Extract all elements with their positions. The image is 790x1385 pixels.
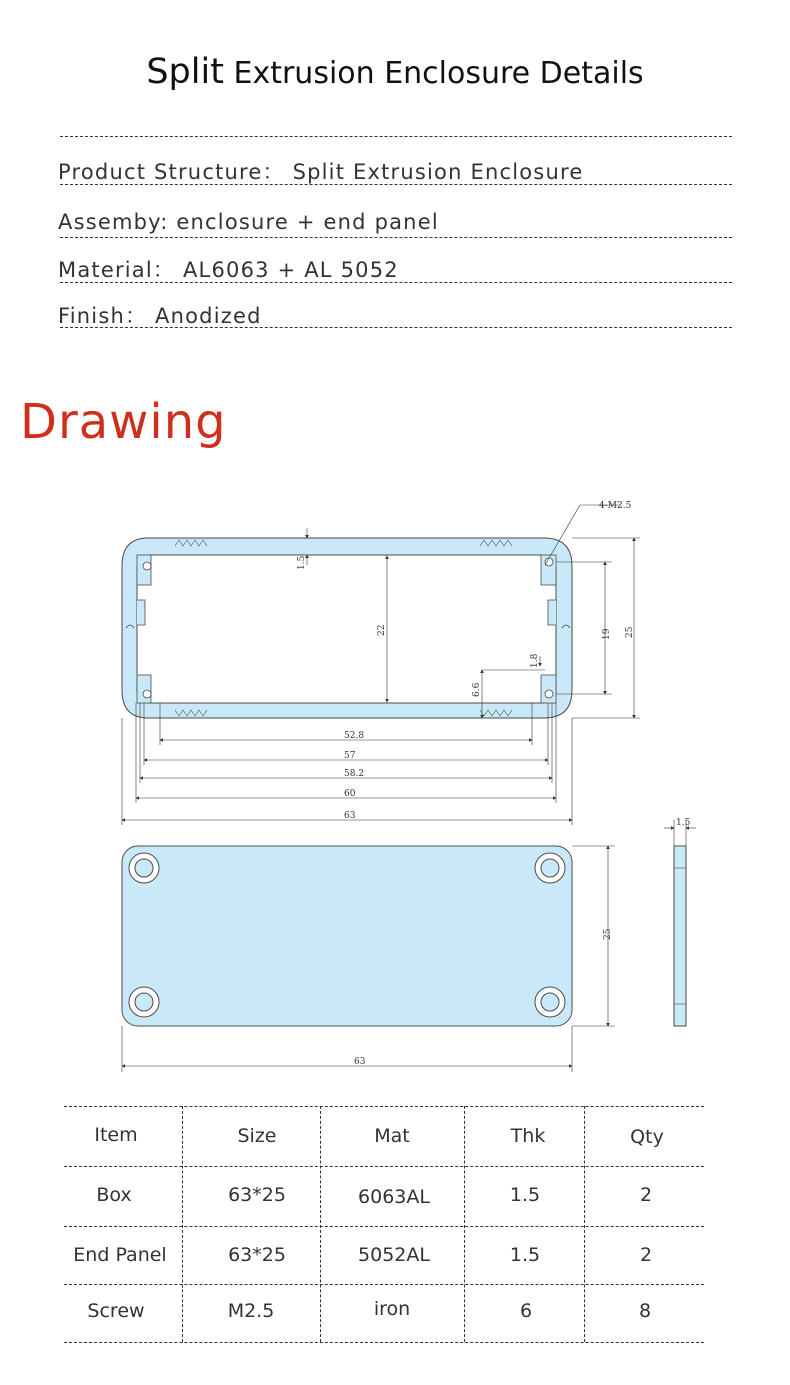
spec-assembly: Assemby: enclosure + end panel	[58, 210, 439, 234]
table-header: Qty	[630, 1126, 664, 1148]
dim-inner-height: 22	[377, 624, 387, 636]
table-cell: 6	[519, 1300, 533, 1322]
dim-52-8: 52.8	[344, 731, 365, 741]
technical-drawing	[0, 480, 790, 1080]
dim-63: 63	[344, 811, 356, 821]
dim-60: 60	[344, 789, 356, 799]
table-cell: M2.5	[227, 1300, 275, 1322]
panel-side-view	[674, 846, 686, 1026]
table-header: Item	[94, 1124, 138, 1146]
table-border	[64, 1342, 704, 1343]
end-panel	[122, 846, 572, 1026]
table-cell: 1.5	[509, 1244, 541, 1266]
table-cell: Screw	[87, 1300, 145, 1322]
spec-divider	[60, 136, 732, 137]
dim-panel-height: 25	[603, 928, 613, 940]
table-cell: 2	[639, 1184, 653, 1206]
section-title-drawing: Drawing	[20, 394, 227, 450]
table-border	[64, 1106, 704, 1107]
spec-divider	[60, 184, 732, 185]
dim-58-2: 58.2	[344, 769, 365, 779]
spec-structure: Product Structure： Split Extrusion Enclosure	[58, 160, 584, 184]
dim-6-6: 6.6	[472, 682, 482, 697]
dim-25: 25	[625, 626, 635, 638]
spec-divider	[60, 327, 732, 328]
dim-1-8: 1.8	[530, 653, 540, 668]
table-header: Size	[237, 1125, 277, 1147]
enclosure-profile	[122, 538, 572, 718]
table-cell: 5052AL	[358, 1244, 430, 1266]
page-title	[0, 52, 790, 92]
title-word-split: Split	[146, 52, 224, 92]
table-header: Thk	[510, 1125, 546, 1147]
spec-divider	[60, 282, 732, 283]
table-cell: iron	[373, 1298, 411, 1320]
spec-divider	[60, 237, 732, 238]
table-header: Mat	[374, 1125, 410, 1147]
dim-top-thickness: 1.5	[297, 555, 307, 570]
table-border	[64, 1166, 704, 1167]
table-cell: 8	[638, 1300, 652, 1322]
table-cell: 2	[639, 1244, 653, 1266]
table-cell: 1.5	[509, 1184, 541, 1206]
dim-57: 57	[344, 751, 356, 761]
table-border	[64, 1284, 704, 1285]
dim-panel-width: 63	[354, 1057, 366, 1067]
dim-panel-thickness: 1.5	[676, 818, 691, 828]
spec-material: Material： AL6063 + AL 5052	[58, 258, 399, 282]
table-cell: End Panel	[73, 1244, 167, 1266]
dim-19: 19	[602, 628, 612, 640]
table-border	[64, 1226, 704, 1227]
table-cell: 6063AL	[358, 1186, 430, 1208]
table-cell: 63*25	[228, 1244, 286, 1266]
spec-finish: Finish： Anodized	[58, 304, 262, 328]
table-cell: 63*25	[228, 1184, 286, 1206]
title-rest: Extrusion Enclosure Details	[233, 56, 644, 91]
hole-note: 4-M2.5	[599, 501, 632, 511]
table-cell: Box	[96, 1184, 132, 1206]
